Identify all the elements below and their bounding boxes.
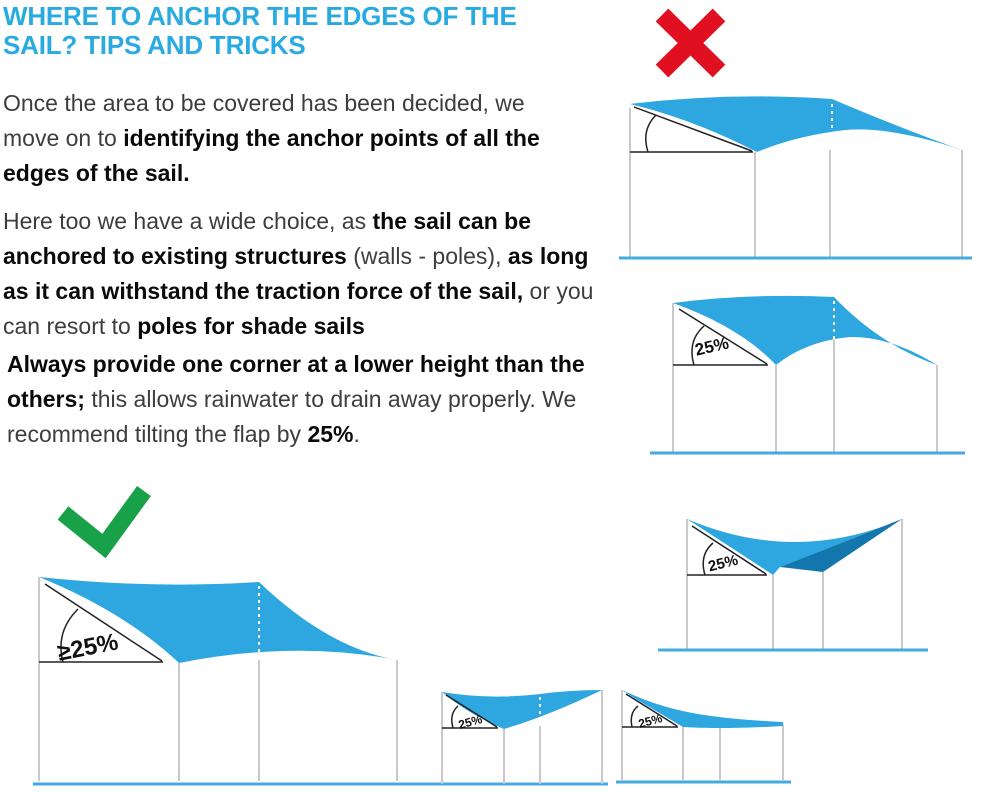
text-run-bold: identifying the anchor points of all the edges of the sail. [3,125,547,186]
cross-strokes [662,15,719,71]
text-run: (walls - poles), [346,243,508,269]
text-run: this allows rainwater to drain away properly. We recommend tilting the flap by [7,386,583,447]
angle-label: 25% [693,333,731,360]
diagram-low-slope-25 [616,690,791,782]
diagram-correct-25 [650,296,965,453]
text-run: Once the area to be covered has been decided, we move on to [3,90,532,151]
text-run-bold: 25% [307,421,354,447]
diagram-wrong-low-angle [619,96,972,258]
angle-label: ≥25% [55,628,121,667]
diagram-butterfly-25 [658,519,928,650]
text-run-bold: Always provide one corner at a lower height than the others; [7,351,592,412]
diagram-valley-25 [442,690,602,784]
text-run: . [353,421,360,447]
text-run-bold: the sail can be anchored to existing structures [3,208,538,269]
angle-label: 25% [456,712,484,732]
text-run-bold: as long as it can withstand the traction force of the sail, [3,243,595,304]
angle-label: 25% [706,551,740,576]
check-stroke [63,491,144,546]
text-run-bold: poles for shade sails [137,313,365,339]
cross-icon [662,15,719,71]
diagram-big-correct [33,577,608,784]
text-run: Here too we have a wide choice, as [3,208,373,234]
text-run: or you can resort to [3,278,600,339]
angle-label: 25% [636,711,664,731]
page-title: WHERE TO ANCHOR THE EDGES OF THE SAIL? TIPS AND TRICKS [3,1,517,61]
check-icon [63,491,144,546]
